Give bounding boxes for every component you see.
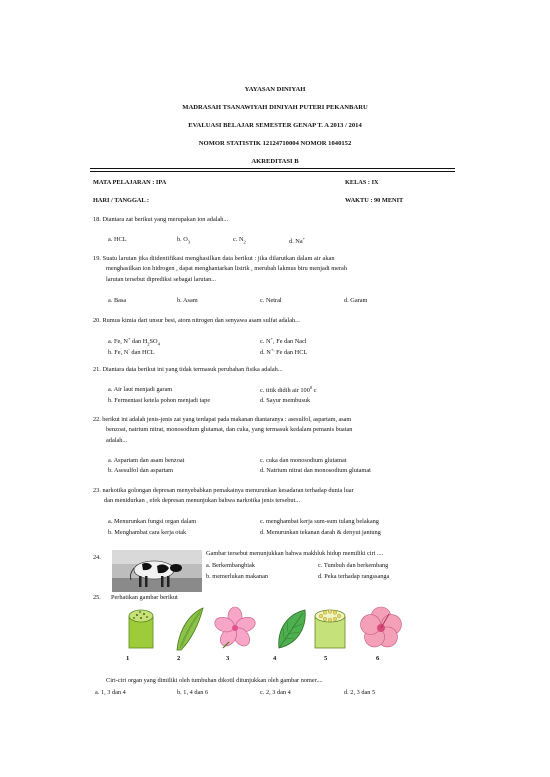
hibiscus-flower-icon (358, 607, 404, 651)
q22-line3: adalah... (106, 437, 128, 444)
q18-option-d: d. Na+ (289, 236, 306, 246)
q22-line1: 22. berikut ini adalah jenis-jenis zat yang terdapat pada makanan diantaranya : asesulfol, aspartam, asam (93, 416, 352, 423)
q24-description: Gambar tersebut menunjukkan bahwa makhluk hidup memiliki ciri .... (206, 550, 384, 557)
q19-line2: menghasilkan ion hidrogen , dapat menghantarkan listrik , merubah lakmus biru menjadi merah (106, 265, 347, 272)
q24-number: 24. (93, 554, 101, 561)
time: WAKTU : 90 MENIT (345, 197, 404, 204)
q18-option-a: a. HCL (108, 236, 127, 243)
q21-text: 21. Diantara data berikut ini yang tidak termasuk perubahan fisika adalah... (93, 366, 283, 373)
q20-option-a: a. Fe, N+ dan $H_2SO_4$ (108, 336, 160, 347)
q21-option-a: a. Air laut menjadi garam (108, 386, 173, 393)
figure-label-4: 4 (273, 655, 277, 662)
cow-picture (112, 550, 202, 592)
q18-text: 18. Diantara zat berikut yang merupakan ion adalah... (93, 216, 229, 223)
q25-number: 25. (93, 594, 101, 601)
figure-label-1: 1 (126, 655, 130, 662)
q23-line1: 23. narkotika golongan depresan menyebabkan pemakainya menurunkan kesadaran terhadap dunia luar (93, 487, 354, 494)
day-date: HARI / TANGGAL : (93, 197, 149, 204)
q24-option-a: a. Berkembangbiak (206, 562, 255, 569)
plant-organs-figure (115, 604, 413, 652)
monocot-stem-section-icon (129, 610, 153, 648)
q25-option-d: d. 2, 3 dan 5 (344, 689, 376, 696)
q18-option-b: b. $O_3$ (177, 236, 191, 245)
dicot-flower-icon (213, 607, 257, 649)
header-rule (90, 168, 455, 169)
q25-question: Ciri-ciri organ yang dimiliki oleh tumbuhan dikotil ditunjukkan oleh gambar nomer.... (106, 677, 323, 684)
monocot-leaf-icon (177, 608, 203, 650)
dicot-leaf-icon (279, 610, 306, 648)
q25-option-b: b. 1, 4 dan 6 (177, 689, 209, 696)
q19-option-b: b. Asam (177, 297, 198, 304)
q23-option-a: a. Menurunkan fungsi organ dalam (108, 518, 197, 525)
q21-option-d: d. Sayur membusuk (260, 397, 311, 404)
q19-line3: larutan tersebut diprediksi sebagai larutan... (106, 276, 216, 283)
header-rule-2 (90, 171, 455, 172)
q19-option-a: a. Basa (108, 297, 127, 304)
q21-option-c: c. titik didih air $100^0$ c (260, 385, 317, 395)
school-name: MADRASAH TSANAWIYAH DINIYAH PUTERI PEKANBARU (182, 104, 368, 111)
figure-label-6: 6 (376, 655, 380, 662)
q22-option-c: c. cuka dan monosodium glutamat (260, 457, 347, 464)
q22-option-b: b. Asesulfol dan aspartam (108, 467, 174, 474)
q23-option-d: d. Menurunkan tekanan darah & denyut jantung (260, 529, 381, 536)
figure-label-3: 3 (226, 655, 230, 662)
q20-option-b: b. Fe, N- dan HCL (108, 347, 155, 357)
q25-text: Perhatikan gambar berikut (111, 594, 178, 601)
q23-line2: dan menidurkan , efek depresan menunjukan bahwa narkotika jenis tersebut... (104, 497, 301, 504)
class: KELAS : IX (345, 179, 379, 186)
q24-option-b: b. memerlukan makanan (206, 573, 269, 580)
q22-option-d: d. Natrium nitrat dan monosodium glutamat (260, 467, 371, 474)
figure-label-5: 5 (324, 655, 328, 662)
q22-line2: benzoat, natrium nitrat, monosodium glutamat, dan cuka, yang termasuk kedalam pemanis buatan (106, 426, 353, 433)
statistic-number: NOMOR STATISTIK 12124710004 NOMOR 1040152 (198, 140, 352, 147)
q20-text: 20. Rumus kimia dari unsur besi, atom nitrogen dan senyawa asam sulfat adalah... (93, 317, 300, 324)
q23-option-c: c. menghambat kerja sum-sum tulang belakang (260, 518, 379, 525)
figure-label-2: 2 (177, 655, 181, 662)
q24-option-d: d. Peka terhadap rangssanga (318, 573, 390, 580)
q20-option-d: d. N+, Fe dan HCL (260, 347, 308, 357)
q19-line1: 19. Suatu larutan jika diidentifikasi menghasilkan data berikut : jika dilarutkan dalam air akan (93, 255, 335, 262)
accreditation: AKREDITASI B (251, 158, 299, 165)
q18-option-c: c. $N_2$ (233, 236, 246, 245)
q19-option-c: c. Netral (260, 297, 282, 304)
q21-option-b: b. Fermentasi ketela pohon menjadi tape (108, 397, 211, 404)
q25-option-a: a. 1, 3 dan 4 (95, 689, 126, 696)
foundation-name: YAYASAN DINIYAH (244, 86, 306, 93)
q25-option-c: c. 2, 3 dan 4 (260, 689, 291, 696)
exam-title: EVALUASI BELAJAR SEMESTER GENAP T. A 2013 / 2014 (188, 122, 362, 129)
q20-option-c: c. N+, Fe dan Nacl (260, 336, 307, 346)
dicot-stem-section-icon (315, 610, 345, 648)
q22-option-a: a. Aspartam dan asam benzoat (108, 457, 185, 464)
q24-option-c: c. Tumbuh dan berkembang (318, 562, 389, 569)
subject: MATA PELAJARAN : IPA (93, 179, 167, 186)
q19-option-d: d. Garam (344, 297, 368, 304)
q23-option-b: b. Menghambat cara kerja otak (108, 529, 187, 536)
